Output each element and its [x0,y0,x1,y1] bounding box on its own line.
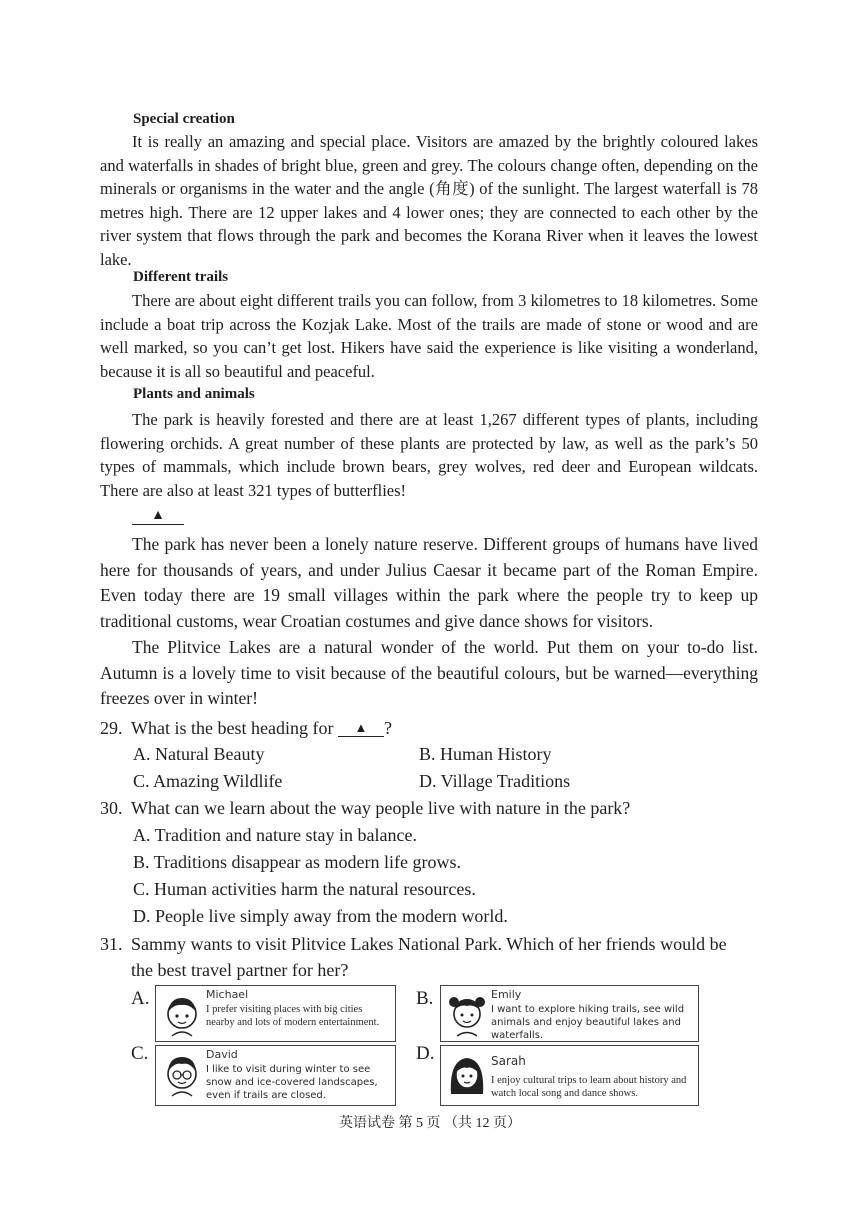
q31-option-d-letter[interactable]: D. [416,1043,435,1064]
section-heading-different-trails: Different trails [133,269,229,285]
paragraph-conclusion [100,635,758,712]
card-quote: I prefer visiting places with big cities nearby and lots of modern entertainment. [206,1004,380,1028]
paragraph-different-trails [100,289,758,383]
question-stem: What is the best heading for [131,718,334,738]
long-hair-girl-avatar-icon [445,1050,489,1098]
q30-option-d[interactable]: D. People live simply away from the modern world. [133,906,508,926]
paragraph-history [100,532,758,634]
paragraph-text: There are about eight different trails you can follow, from 3 kilometres to 18 kilometres. Some include a boat trip across the Kozjak Lake. Most of the trails are made of stone or wood and are well marked, so you can’t get lost. Hikers have said the experience is like visiting a wonderland, because it is all so beautiful and peaceful. [100,291,758,381]
question-30 [100,796,630,821]
girl-avatar-icon [445,990,489,1038]
question-29 [100,716,392,741]
missing-heading-blank: ▲ [132,508,184,525]
q31-option-b-letter[interactable]: B. [416,988,434,1009]
paragraph-text: The Plitvice Lakes are a natural wonder of the world. Put them on your to-do list. Autumn is a lovely time to visit because of the beautiful colours, but be warned—everything freezes over in winter! [100,637,758,708]
question-stem: Sammy wants to visit Plitvice Lakes National Park. Which of her friends would be [131,934,727,954]
paragraph-text: It is really an amazing and special place. Visitors are amazed by the brightly coloured lakes and waterfalls in shades of bright blue, green and grey. The colours change often, depending on the minerals or organisms in the water and the angle (角度) of the sunlight. The largest waterfall is 78 metres high. There are 12 upper lakes and 4 lower ones; they are connected to each other by the river system that flows through the park and becomes the Korana River when it leaves the lowest lake. [100,132,758,269]
q29-option-a[interactable]: A. Natural Beauty [133,744,265,764]
paragraph-special-creation [100,130,758,271]
q31-card-michael[interactable] [155,985,396,1042]
q29-option-b[interactable]: B. Human History [419,744,552,764]
card-name: Sarah [491,1054,526,1068]
section-heading-special-creation: Special creation [133,111,235,127]
section-heading-plants-animals: Plants and animals [133,386,255,402]
card-name: David [206,1048,238,1061]
question-31-line2: the best travel partner for her? [131,960,349,980]
q30-option-c[interactable]: C. Human activities harm the natural resources. [133,879,476,899]
q31-card-david[interactable] [155,1045,396,1106]
card-name: Michael [206,988,249,1001]
q31-option-a-letter[interactable]: A. [131,988,150,1009]
question-number: 31. [100,934,123,954]
q31-option-c-letter[interactable]: C. [131,1043,149,1064]
q29-option-c[interactable]: C. Amazing Wildlife [133,771,283,791]
card-name: Emily [491,988,522,1001]
question-blank: ▲ [338,720,384,737]
question-31 [100,932,727,957]
paragraph-text: The park is heavily forested and there are at least 1,267 different types of plants, including flowering orchids. A great number of these plants are protected by law, as well as the park’s 50 types of mammals, which include brown bears, grey wolves, red deer and European wildcats. There are also at least 321 types of butterflies! [100,410,758,500]
question-stem: What can we learn about the way people live with nature in the park? [131,798,631,818]
card-quote: I want to explore hiking trails, see wild animals and enjoy beautiful lakes and waterfalls. [491,1004,685,1041]
question-stem-end: ? [383,718,392,738]
q31-card-emily[interactable] [440,985,699,1042]
card-quote: I enjoy cultural trips to learn about history and watch local song and dance shows. [491,1075,687,1099]
q30-option-a[interactable]: A. Tradition and nature stay in balance. [133,825,417,845]
q30-option-b[interactable]: B. Traditions disappear as modern life grows. [133,852,461,872]
question-number: 29. [100,718,123,738]
boy-avatar-icon [160,990,204,1038]
boy-with-glasses-avatar-icon [160,1050,204,1098]
page-footer: 英语试卷 第 5 页 （共 12 页） [339,1116,521,1131]
paragraph-plants-animals [100,408,758,502]
q29-option-d[interactable]: D. Village Traditions [419,771,571,791]
card-quote: I like to visit during winter to see snow and ice-covered landscapes, even if trails are closed. [206,1064,378,1101]
paragraph-text: The park has never been a lonely nature reserve. Different groups of humans have lived here for thousands of years, and under Julius Caesar it became part of the Roman Empire. Even today there are 19 small villages within the park where the people try to keep up traditional customs, wear Croatian costumes and give dance shows for visitors. [100,534,758,631]
q31-card-sarah[interactable] [440,1045,699,1106]
question-number: 30. [100,798,123,818]
